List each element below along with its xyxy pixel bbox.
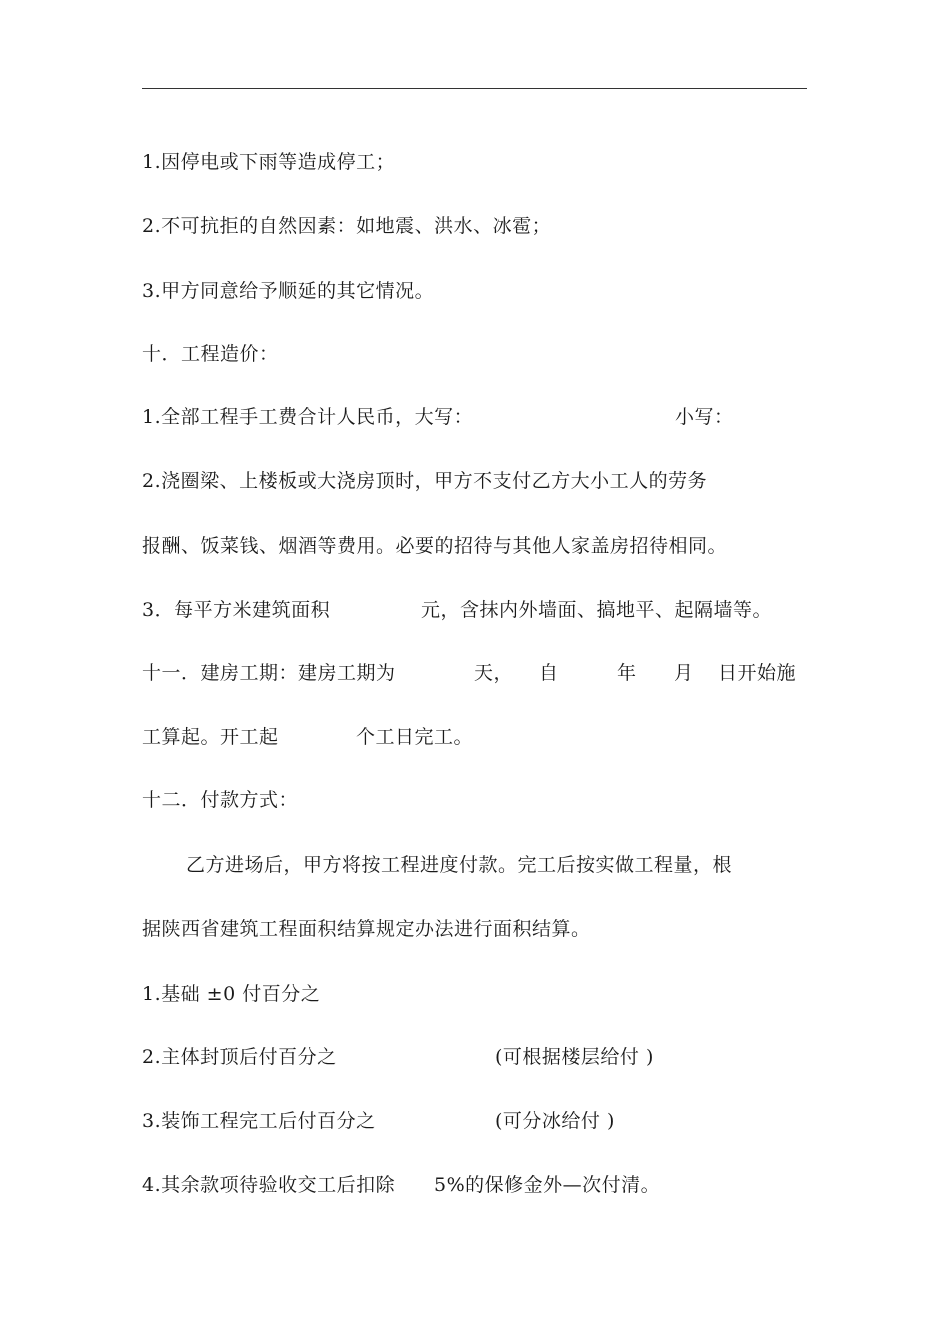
labor-fee-lowercase-label: 小写： [675,406,734,428]
section-heading-payment: 十二．付款方式： [142,789,299,811]
unit-price-label: 3．每平方米建筑面积 [142,599,331,621]
clause-schedule-workdays [142,725,807,749]
schedule-label: 十一．建房工期：建房工期为 [142,662,396,684]
payment-item-balance [142,1173,807,1197]
clause-pouring-line1: 2.浇圈梁、上楼板或大浇房顶时，甲方不支付乙方大小工人的劳务 [142,470,708,492]
section-heading-schedule [142,661,807,685]
payment-item-foundation: 1.基础 ±0 付百分之 [142,983,321,1005]
unit-price-includes: 元，含抹内外墙面、搞地平、起隔墙等。 [421,599,773,621]
roof-payment-note: (可根据楼层给付 ) [495,1046,654,1068]
balance-payment-retention: 5%的保修金外—次付清。 [434,1174,661,1196]
schedule-year: 年 [617,662,637,684]
clause-delay-other: 3.甲方同意给予顺延的其它情况。 [142,280,435,302]
decoration-payment-note: (可分冰给付 ) [495,1110,615,1132]
section-heading-cost: 十．工程造价： [142,343,279,365]
payment-item-decoration [142,1109,807,1133]
schedule-from: 自 [539,662,559,684]
balance-payment-label: 4.其余款项待验收交工后扣除 [142,1174,396,1196]
payment-paragraph-line2: 据陕西省建筑工程面积结算规定办法进行面积结算。 [142,918,591,940]
clause-unit-price [142,598,807,622]
clause-delay-power-rain: 1.因停电或下雨等造成停工； [142,151,396,173]
schedule-start-label: 工算起。开工起 [142,726,279,748]
clause-delay-force-majeure: 2.不可抗拒的自然因素：如地震、洪水、冰雹； [142,215,552,237]
schedule-workdays-complete: 个工日完工。 [356,726,474,748]
payment-item-roof [142,1045,807,1069]
payment-paragraph-line1: 乙方进场后，甲方将按工程进度付款。完工后按实做工程量，根 [186,854,733,876]
clause-pouring-line2: 报酬、饭菜钱、烟酒等费用。必要的招待与其他人家盖房招待相同。 [142,535,728,557]
labor-fee-uppercase-label: 1.全部工程手工费合计人民币，大写： [142,406,474,428]
clause-labor-fee [142,405,807,429]
schedule-month: 月 [674,662,694,684]
roof-payment-label: 2.主体封顶后付百分之 [142,1046,337,1068]
schedule-days: 天， [474,662,514,684]
decoration-payment-label: 3.装饰工程完工后付百分之 [142,1110,376,1132]
schedule-day-start: 日开始施 [718,662,797,684]
header-rule [142,88,807,89]
